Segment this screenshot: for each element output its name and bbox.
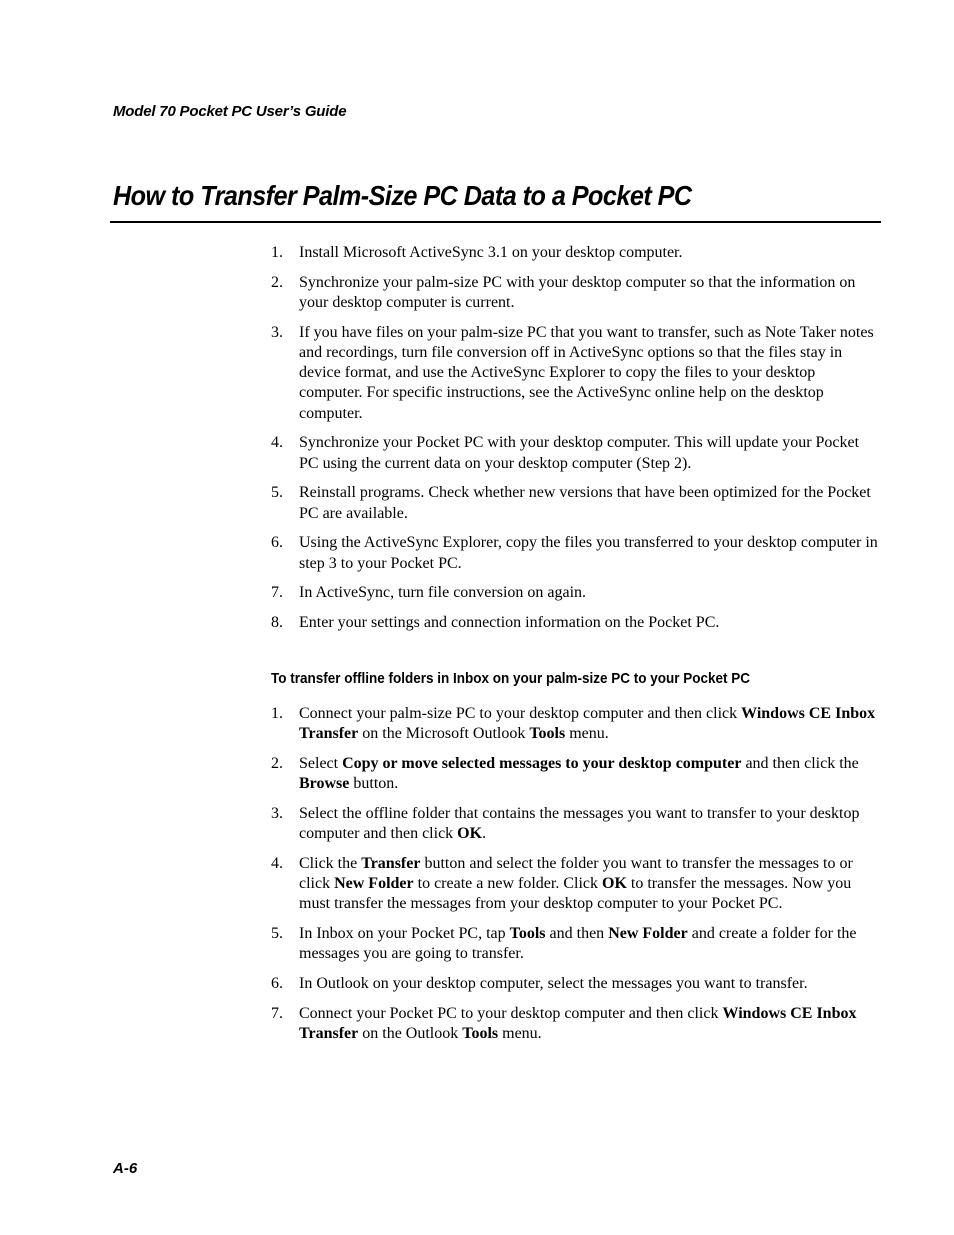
list-item: [271, 583, 881, 603]
section-subheading: To transfer offline folders in Inbox on your palm-size PC to your Pocket PC: [271, 670, 751, 688]
list-item: [271, 804, 881, 844]
step-number: 4.: [271, 434, 283, 452]
step-text: .: [482, 824, 487, 842]
step-text: to create a new folder. Click: [413, 874, 602, 892]
step-text: In Inbox on your Pocket PC, tap: [299, 924, 510, 942]
step-text: Reinstall programs. Check whether new versions that have been optimized for the Pocket PC are available.: [299, 484, 871, 522]
step-number: 4.: [271, 854, 283, 872]
step-number: 8.: [271, 614, 283, 632]
list-item: [271, 613, 881, 633]
step-text-bold: Transfer: [361, 854, 421, 872]
step-text: on the Microsoft Outlook: [358, 724, 530, 742]
list-item: [271, 323, 881, 424]
step-number: 3.: [271, 804, 283, 822]
step-text: menu.: [565, 724, 609, 742]
list-item: [271, 433, 881, 473]
list-item: [271, 243, 881, 263]
list-item: [271, 854, 881, 915]
step-text-bold: Tools: [509, 924, 546, 942]
step-text: If you have files on your palm-size PC that you want to transfer, such as Note Taker notes and recordings, turn file conversion off in ActiveSync options so that the files stay in device format, and use the ActiveSync Explorer to copy the files to your desktop computer. For specific instructions, see the ActiveSync online help on the desktop computer.: [299, 323, 874, 422]
step-text: Connect your Pocket PC to your desktop computer and then click: [299, 1004, 723, 1022]
main-content: [271, 243, 881, 1054]
list-item: [271, 924, 881, 964]
step-text: Using the ActiveSync Explorer, copy the files you transferred to your desktop computer in step 3 to your Pocket PC.: [299, 534, 878, 572]
step-number: 1.: [271, 244, 283, 261]
steps-list-offline-folders: [271, 704, 881, 1044]
list-item: [271, 533, 881, 573]
step-number: 7.: [271, 1004, 283, 1022]
step-text: button.: [349, 774, 399, 792]
step-text-bold: Copy or move selected messages to your desktop computer: [342, 754, 742, 772]
step-text-bold: Windows CE Inbox Transfer: [299, 704, 876, 742]
step-text-bold: OK: [457, 824, 483, 842]
list-item: [271, 974, 881, 994]
step-text: Click the: [299, 854, 362, 872]
step-number: 6.: [271, 534, 283, 552]
step-text-bold: New Folder: [334, 874, 414, 892]
step-text: Connect your palm-size PC to your desktop computer and then click: [299, 704, 742, 722]
step-text-bold: Browse: [299, 774, 350, 792]
title-rule: [110, 221, 881, 223]
step-text: Select the offline folder that contains the messages you want to transfer to your desktop computer and then click: [299, 804, 860, 842]
step-text: and then: [545, 924, 609, 942]
step-text: Synchronize your palm-size PC with your desktop computer so that the information on your desktop computer is current.: [299, 273, 856, 311]
step-text-bold: OK: [602, 874, 627, 892]
step-text-bold: Tools: [529, 724, 566, 742]
list-item: [271, 483, 881, 523]
list-item: [271, 273, 881, 313]
step-text: Select: [299, 754, 343, 772]
step-text: to transfer the messages. Now you must transfer the messages from your desktop computer to your Pocket PC.: [299, 874, 852, 913]
list-item: [271, 704, 881, 744]
step-text: and create a folder for the messages you are going to transfer.: [299, 924, 857, 963]
step-text-bold: New Folder: [608, 924, 688, 942]
steps-list-transfer: [271, 243, 881, 633]
step-text: Enter your settings and connection information on the Pocket PC.: [299, 614, 720, 632]
step-number: 2.: [271, 754, 283, 772]
step-text: Synchronize your Pocket PC with your desktop computer. This will update your Pocket PC using the current data on your desktop computer (Step 2).: [299, 434, 860, 472]
step-text: In ActiveSync, turn file conversion on again.: [299, 584, 587, 602]
page-number: A-6: [113, 1160, 138, 1177]
list-item: [271, 754, 881, 794]
step-text-bold: Tools: [462, 1024, 499, 1042]
step-number: 5.: [271, 924, 283, 942]
step-number: 2.: [271, 273, 283, 291]
step-text: menu.: [498, 1024, 542, 1042]
step-text: Install Microsoft ActiveSync 3.1 on your desktop computer.: [299, 244, 683, 261]
running-header: Model 70 Pocket PC User’s Guide: [113, 103, 347, 120]
step-text: In Outlook on your desktop computer, select the messages you want to transfer.: [299, 974, 808, 992]
step-number: 3.: [271, 323, 283, 341]
step-text-bold: Windows CE Inbox Transfer: [299, 1004, 857, 1042]
step-number: 6.: [271, 974, 283, 992]
step-text: button and select the folder you want to transfer the messages to or click: [299, 854, 853, 892]
list-item: [271, 1004, 881, 1044]
step-number: 1.: [271, 704, 283, 722]
step-text: on the Outlook: [358, 1024, 463, 1042]
page-title: How to Transfer Palm-Size PC Data to a Pocket PC: [113, 180, 692, 211]
step-text: and then click the: [741, 754, 859, 772]
step-number: 7.: [271, 584, 283, 602]
step-number: 5.: [271, 484, 283, 502]
